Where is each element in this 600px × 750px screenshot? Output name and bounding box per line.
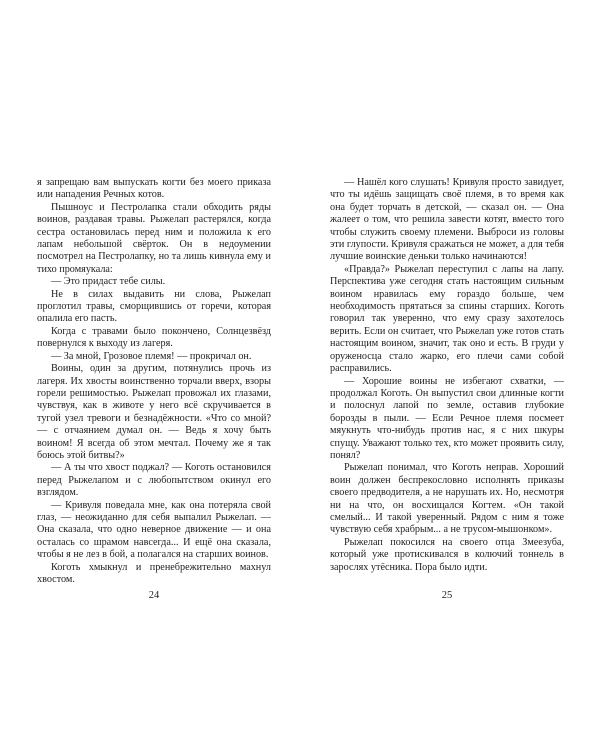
paragraph: — Нашёл кого слушать! Кривуля просто завидует, что ты идёшь защищать своё племя, в то время как она будет торчать в детской, — сказал он. — Она жалеет о том, что решила завести котят, вместо того чтобы служить своему племени. Выброси из головы эти глупости. Кривуля сражаться не может, а для тебя лучшие воинские деньки только начинаются! <box>330 177 564 263</box>
paragraph: — Хорошие воины не избегают схватки, — продолжал Коготь. Он выпустил свои длинные когти и полоснул лапой по земле, оставив глубокие борозды в пыли. — Если Речное племя посмеет мяукнуть что-нибудь против нас, я с них шкуры спущу. Уважают только тех, кто может проявить силу, понял? <box>330 375 564 461</box>
paragraph: — Это придаст тебе силы. <box>51 276 166 288</box>
page-number-right: 25 <box>441 590 453 601</box>
paragraph: Когда с травами было покончено, Солнцезвёзд повернулся к выходу из лагеря. <box>37 325 271 350</box>
paragraph: — А ты что хвост поджал? — Коготь остановился перед Рыжелапом и с любопытством окинул его взглядом. <box>37 462 271 499</box>
paragraph: — Кривуля поведала мне, как она потеряла свой глаз, — неожиданно для себя выпалил Рыжелап. — Она сказала, что одно неверное движение — и она осталась со шрамом навсегда... И ещё она сказала, чтобы я не лез в бой, а полагался на старших воинов. <box>37 499 271 561</box>
paragraph: я запрещаю вам выпускать когти без моего приказа или нападения Речных котов. <box>37 177 271 201</box>
right-page <box>330 177 564 597</box>
paragraph: «Правда?» Рыжелап переступил с лапы на лапу. Перспектива уже сегодня стать настоящим сильным воином нравилась ему гораздо больше, чем необходимость прятаться за спины старших. Коготь говорил так уверенно, что ему сразу захотелось верить. Если он считает, что Рыжелап уже готов стать настоящим воином, значит, так оно и есть. В груди у оруженосца стало жарко, его плечи сами собой расправились. <box>330 263 564 375</box>
paragraph: Коготь хмыкнул и пренебрежительно махнул хвостом. <box>37 561 271 585</box>
paragraph: Пышноус и Пестролапка стали обходить ряды воинов, раздавая травы. Рыжелап растерялся, когда сестра остановилась перед ним и положила к его лапам небольшой свёрток. Он в недоумении посмотрел на Пестролапку, но та лишь кивнула ему и тихо промяукала: <box>37 201 271 275</box>
paragraph: — За мной, Грозовое племя! — прокричал он. <box>51 350 252 362</box>
paragraph: Рыжелап понимал, что Коготь неправ. Хороший воин должен беспрекословно исполнять приказы своего предводителя, а не нарушать их. Но, несмотря ни на что, он восхищался Когтем. «Он такой смелый... И такой уверенный. Рядом с ним я тоже чувствую себя храбрым... а не трусом-мышонком». <box>330 462 564 536</box>
right-page-text <box>330 177 564 597</box>
left-page-text <box>37 177 271 597</box>
paragraph: Не в силах выдавить ни слова, Рыжелап проглотил травы, сморщившись от горечи, которая опалила его пасть. <box>37 288 271 325</box>
page-number-left: 24 <box>148 590 160 601</box>
paragraph: Воины, один за другим, потянулись прочь из лагеря. Их хвосты воинственно торчали вверх, взоры горели решимостью. Рыжелап провожал их глазами, чувствуя, как в животе у него всё скручивается в тугой узел тревоги и безнадёжности. «Что со мной? — с отчаянием думал он. — Ведь я хочу быть воином! Я всегда об этом мечтал. Почему же я так боюсь этой битвы?» <box>37 363 271 461</box>
left-page <box>37 177 271 597</box>
paragraph: Рыжелап покосился на своего отца Змеезуба, который уже протискивался в колючий тоннель в зарослях утёсника. Пора было идти. <box>330 536 564 573</box>
